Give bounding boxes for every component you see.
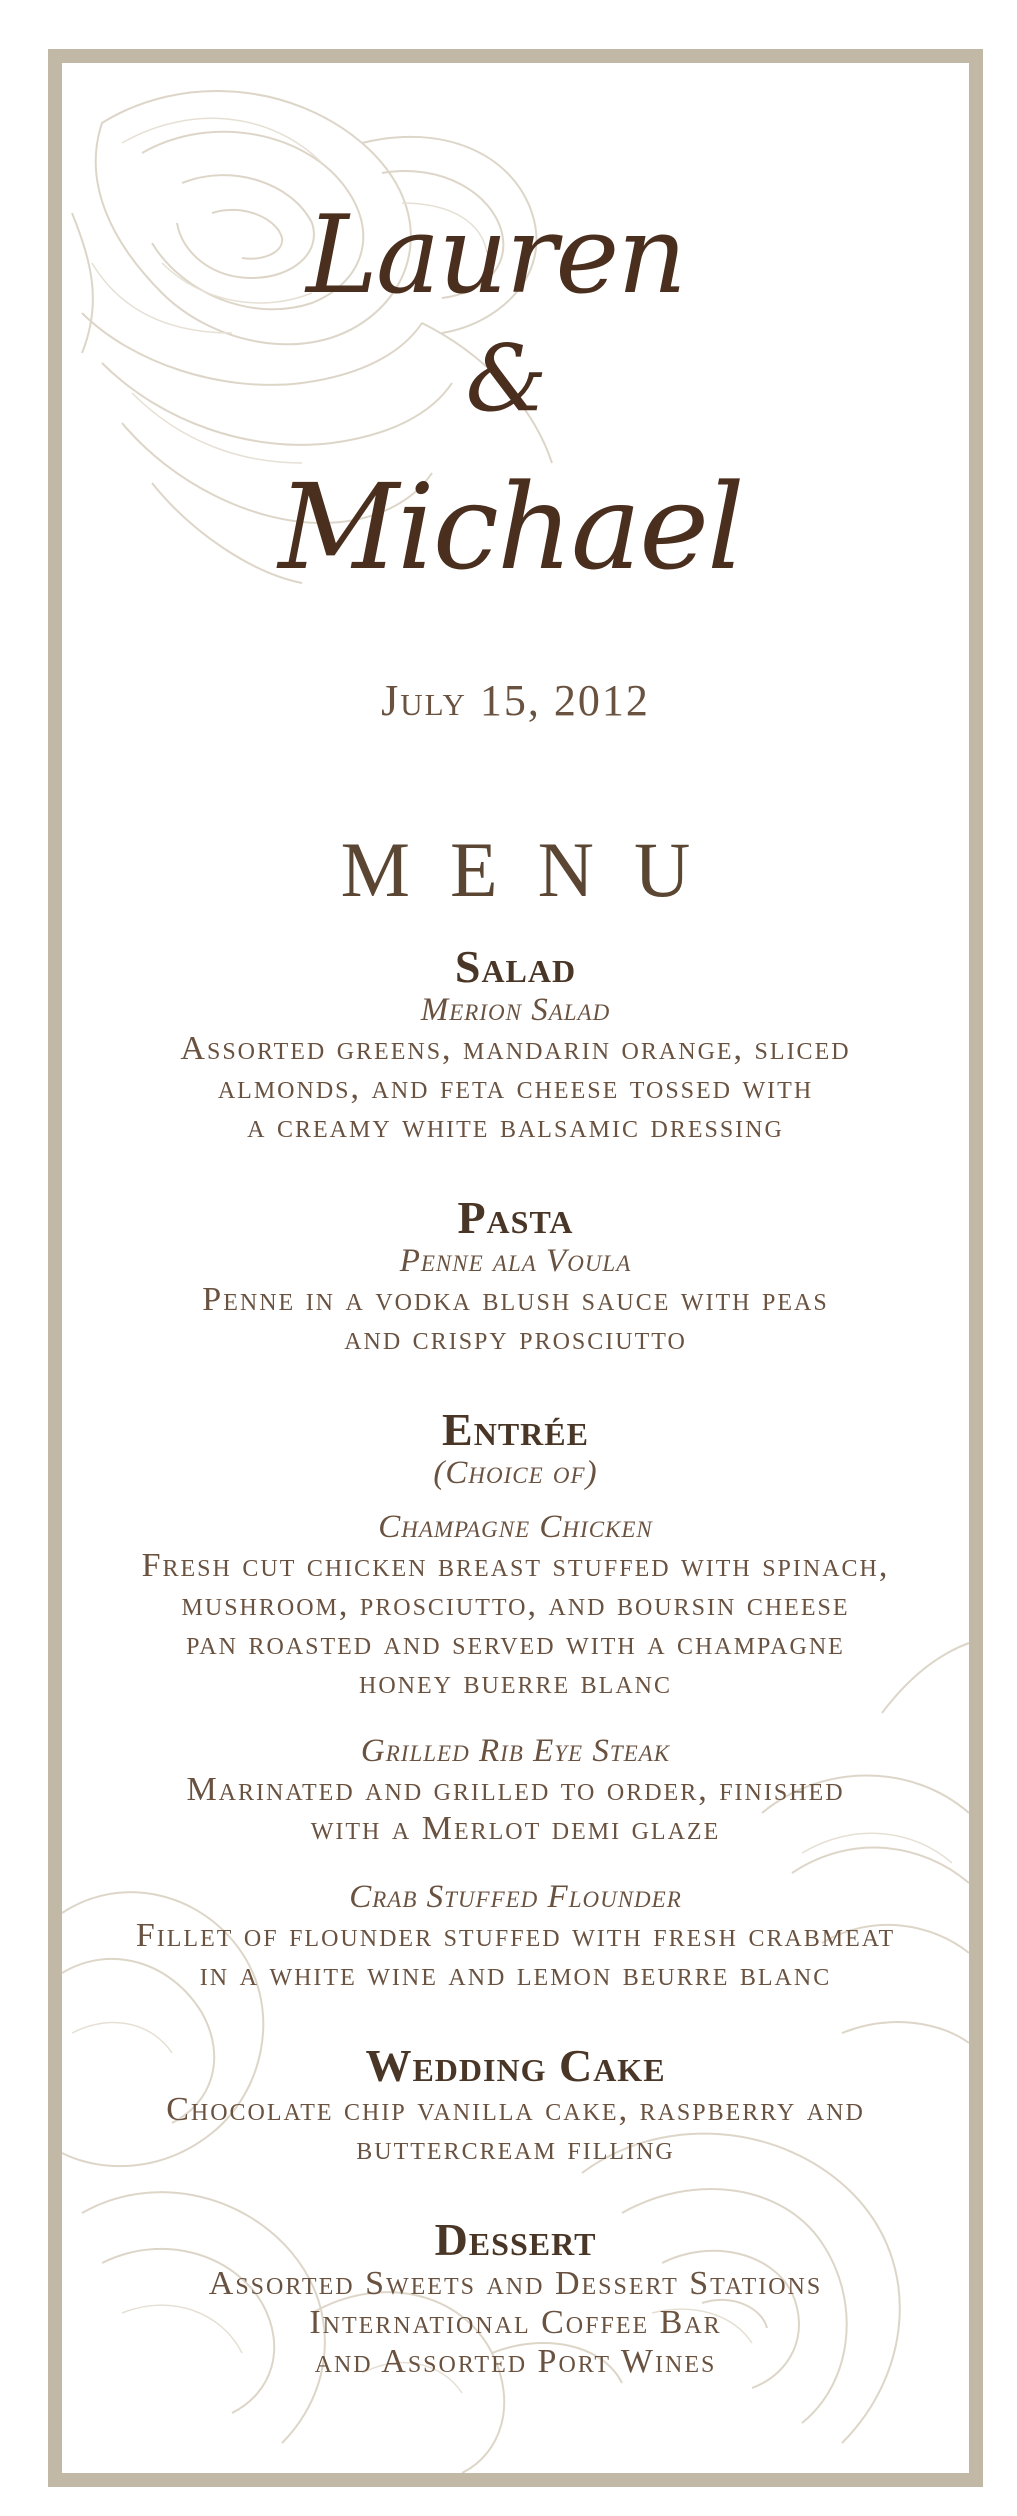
dish-description-line: Marinated and grilled to order, finished bbox=[186, 1771, 845, 1808]
ampersand: & bbox=[465, 325, 546, 432]
section-heading: Dessert bbox=[434, 2214, 597, 2265]
dish-description-line: a creamy white balsamic dressing bbox=[247, 1108, 784, 1145]
section-dessert bbox=[62, 2216, 969, 2381]
couple-name-2: Michael bbox=[278, 458, 743, 596]
section-entree bbox=[62, 1406, 969, 1994]
section-note: (Choice of) bbox=[433, 1455, 598, 1491]
entree-option bbox=[62, 1508, 969, 1702]
section-pasta bbox=[62, 1194, 969, 1358]
menu-sections bbox=[62, 943, 969, 2429]
section-heading: Salad bbox=[454, 941, 577, 992]
dish-description-line: honey buerre blanc bbox=[358, 1664, 672, 1701]
dish-description-line: Fillet of flounder stuffed with fresh crabmeat bbox=[135, 1917, 896, 1954]
dish-description-line: Assorted greens, mandarin orange, sliced bbox=[180, 1030, 851, 1067]
dish-description-line: Fresh cut chicken breast stuffed with spinach, bbox=[141, 1547, 890, 1584]
dish-description-line: and Assorted Port Wines bbox=[314, 2343, 717, 2380]
dish-name: Grilled Rib Eye Steak bbox=[360, 1733, 671, 1769]
dish-description-line: Penne in a vodka blush sauce with peas bbox=[202, 1281, 829, 1318]
dish-name: Crab Stuffed Flounder bbox=[349, 1879, 682, 1915]
dish-name: Penne ala Voula bbox=[399, 1243, 632, 1279]
wedding-date: July 15, 2012 bbox=[381, 676, 650, 725]
couple-name-1: Lauren bbox=[306, 193, 685, 318]
menu-title: MENU bbox=[340, 826, 731, 913]
dish-description-line: in a white wine and lemon beurre blanc bbox=[199, 1956, 832, 1993]
menu-content bbox=[62, 63, 969, 2473]
dish-name: Merion Salad bbox=[420, 992, 611, 1028]
dish-description-line: and crispy prosciutto bbox=[344, 1320, 687, 1357]
dish-description-line: International Coffee Bar bbox=[309, 2304, 722, 2341]
dish-description-line: mushroom, prosciutto, and boursin cheese bbox=[181, 1586, 850, 1623]
dish-description-line: almonds, and feta cheese tossed with bbox=[217, 1069, 814, 1106]
dish-description-line: with a Merlot demi glaze bbox=[310, 1810, 721, 1847]
section-heading: Entrée bbox=[442, 1404, 589, 1455]
section-heading: Pasta bbox=[457, 1192, 574, 1243]
dish-name: Champagne Chicken bbox=[378, 1509, 653, 1545]
entree-option bbox=[62, 1878, 969, 1994]
dish-description-line: Assorted Sweets and Dessert Stations bbox=[208, 2265, 823, 2302]
section-wedding-cake bbox=[62, 2042, 969, 2168]
entree-option bbox=[62, 1732, 969, 1848]
section-heading: Wedding Cake bbox=[365, 2040, 666, 2091]
dish-description-line: buttercream filling bbox=[356, 2130, 675, 2167]
section-salad bbox=[62, 943, 969, 1146]
dish-description-line: pan roasted and served with a champagne bbox=[186, 1625, 845, 1662]
dish-description-line: Chocolate chip vanilla cake, raspberry and bbox=[166, 2091, 865, 2128]
menu-card bbox=[48, 49, 983, 2487]
